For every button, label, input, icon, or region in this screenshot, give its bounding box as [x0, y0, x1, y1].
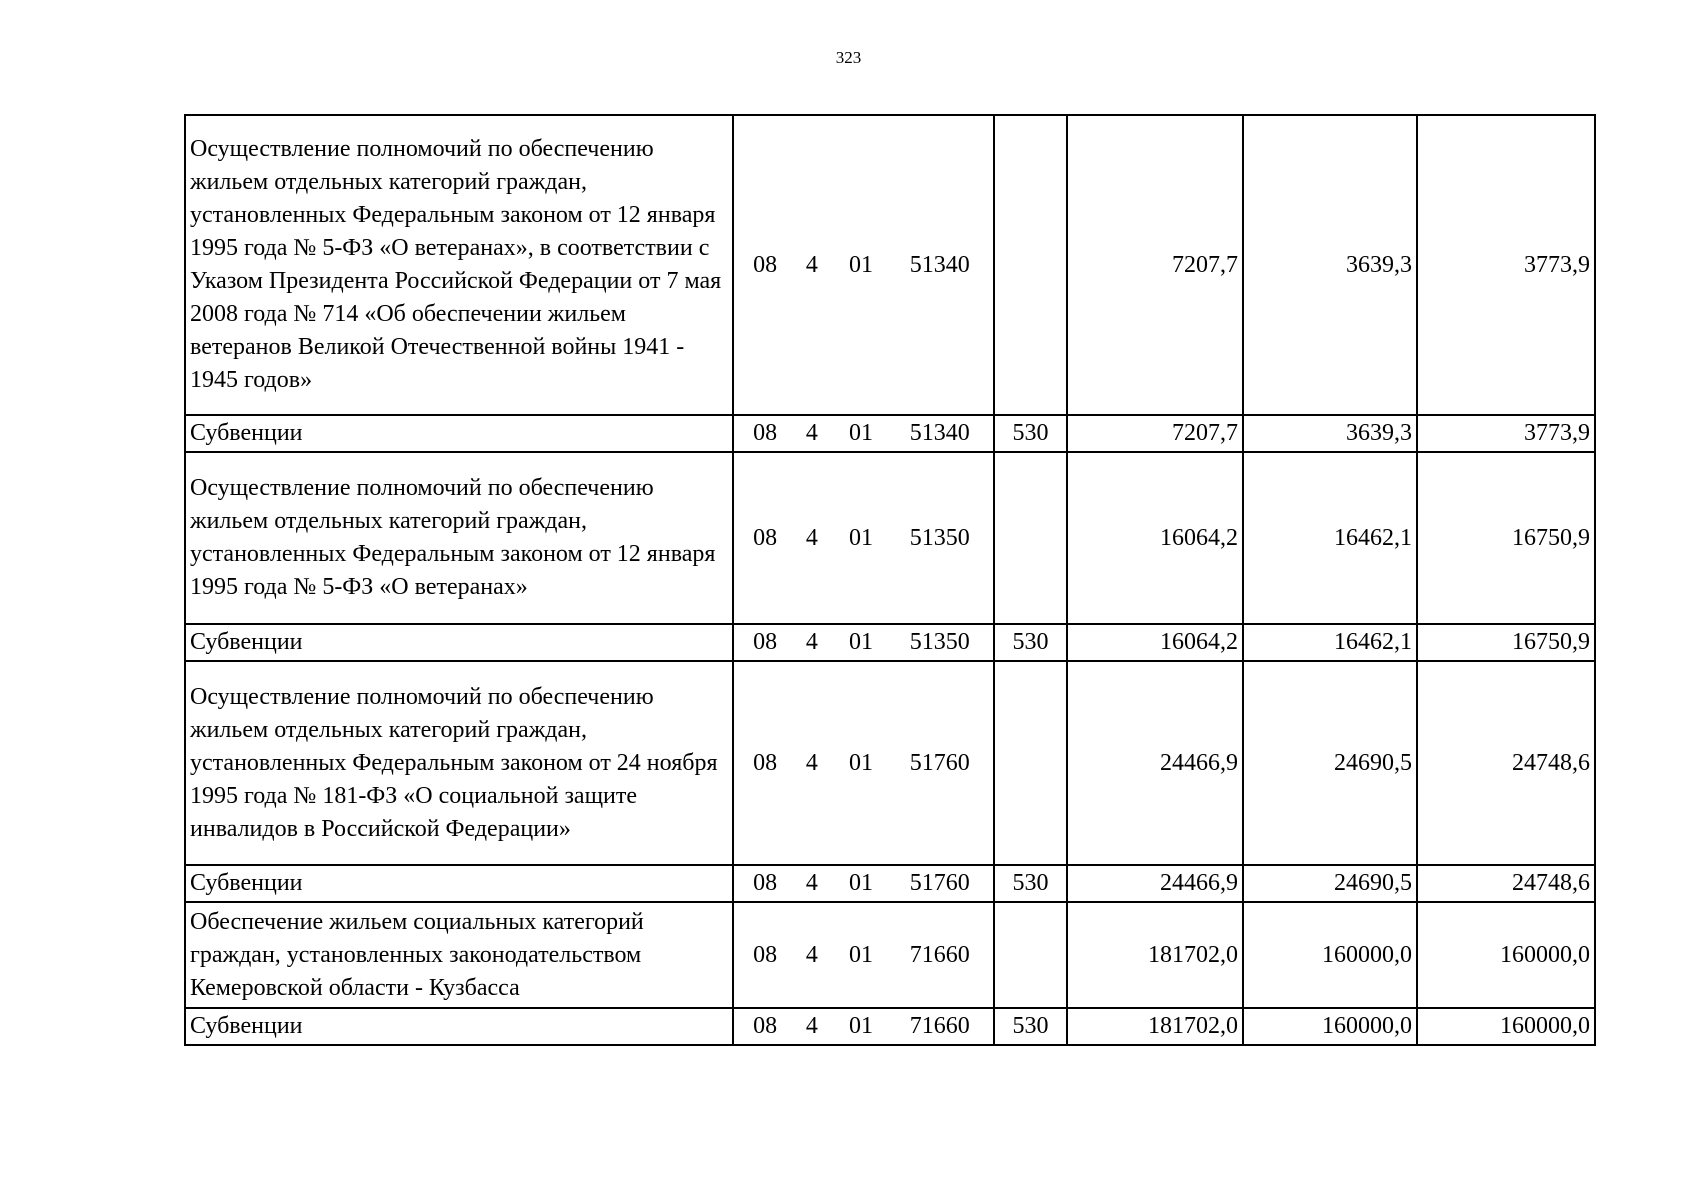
- subprogram-code: 01: [849, 629, 874, 655]
- page-number: 323: [835, 48, 862, 67]
- direction-code: 51340: [909, 420, 970, 446]
- value-year-3: 16750,9: [1417, 624, 1595, 661]
- table-row: [185, 865, 1595, 902]
- row-description: Субвенции: [185, 865, 733, 902]
- value-year-3: 3773,9: [1417, 415, 1595, 452]
- row-description: Субвенции: [185, 1008, 733, 1045]
- value-year-2: 24690,5: [1243, 661, 1417, 865]
- direction-code: 51760: [909, 870, 970, 896]
- table-row: [185, 1008, 1595, 1045]
- expense-type-code: 530: [994, 865, 1067, 902]
- table-row: [185, 452, 1595, 624]
- expense-type-code: 530: [994, 624, 1067, 661]
- value-year-1: 7207,7: [1067, 415, 1243, 452]
- row-codes: [733, 661, 994, 865]
- table-row: [185, 115, 1595, 415]
- section-code: 08: [753, 629, 778, 655]
- section-code: 08: [753, 1013, 778, 1039]
- section-code: 08: [753, 420, 778, 446]
- budget-table: [184, 114, 1596, 1046]
- expense-type-code: [994, 661, 1067, 865]
- program-code: 4: [805, 420, 818, 446]
- program-code: 4: [805, 749, 818, 776]
- row-description: Субвенции: [185, 415, 733, 452]
- subprogram-code: 01: [849, 524, 874, 551]
- direction-code: 51760: [909, 749, 970, 776]
- program-code: 4: [805, 870, 818, 896]
- value-year-1: 16064,2: [1067, 452, 1243, 624]
- expense-type-code: 530: [994, 415, 1067, 452]
- row-description: Субвенции: [185, 624, 733, 661]
- row-codes: [733, 452, 994, 624]
- expense-type-code: [994, 902, 1067, 1008]
- direction-code: 51350: [909, 629, 970, 655]
- table-row: [185, 415, 1595, 452]
- direction-code: 51340: [909, 251, 970, 278]
- direction-code: 51350: [909, 524, 970, 551]
- program-code: 4: [805, 524, 818, 551]
- value-year-3: 24748,6: [1417, 661, 1595, 865]
- subprogram-code: 01: [849, 941, 874, 968]
- program-code: 4: [805, 1013, 818, 1039]
- value-year-2: 16462,1: [1243, 452, 1417, 624]
- subprogram-code: 01: [849, 420, 874, 446]
- table-row: [185, 624, 1595, 661]
- section-code: 08: [753, 524, 778, 551]
- section-code: 08: [753, 251, 778, 278]
- row-codes: [733, 902, 994, 1008]
- value-year-3: 160000,0: [1417, 1008, 1595, 1045]
- value-year-3: 3773,9: [1417, 115, 1595, 415]
- row-description: Обеспечение жильем социальных категорий граждан, установленных законодательством Кемеровской области - Кузбасса: [185, 902, 733, 1008]
- program-code: 4: [805, 941, 818, 968]
- direction-code: 71660: [909, 1013, 970, 1039]
- value-year-3: 16750,9: [1417, 452, 1595, 624]
- row-description: Осуществление полномочий по обеспечению жильем отдельных категорий граждан, установленных Федеральным законом от 24 ноября 1995 года № 181-ФЗ «О социальной защите инвалидов в Российской Федерации»: [185, 661, 733, 865]
- value-year-3: 24748,6: [1417, 865, 1595, 902]
- row-codes: [733, 865, 994, 902]
- row-codes: [733, 1008, 994, 1045]
- row-codes: [733, 415, 994, 452]
- expense-type-code: [994, 115, 1067, 415]
- value-year-2: 3639,3: [1243, 115, 1417, 415]
- value-year-1: 181702,0: [1067, 902, 1243, 1008]
- value-year-1: 16064,2: [1067, 624, 1243, 661]
- program-code: 4: [805, 251, 818, 278]
- value-year-1: 181702,0: [1067, 1008, 1243, 1045]
- value-year-2: 160000,0: [1243, 1008, 1417, 1045]
- section-code: 08: [753, 749, 778, 776]
- program-code: 4: [805, 629, 818, 655]
- value-year-1: 24466,9: [1067, 865, 1243, 902]
- value-year-3: 160000,0: [1417, 902, 1595, 1008]
- expense-type-code: [994, 452, 1067, 624]
- value-year-2: 3639,3: [1243, 415, 1417, 452]
- row-description: Осуществление полномочий по обеспечению жильем отдельных категорий граждан, установленных Федеральным законом от 12 января 1995 года № 5-ФЗ «О ветеранах», в соответствии с Указом Президента Российской Федерации от 7 мая 2008 года № 714 «Об обеспечении жильем ветеранов Великой Отечественной войны 1941 - 1945 годов»: [185, 115, 733, 415]
- value-year-1: 24466,9: [1067, 661, 1243, 865]
- expense-type-code: 530: [994, 1008, 1067, 1045]
- subprogram-code: 01: [849, 749, 874, 776]
- value-year-2: 24690,5: [1243, 865, 1417, 902]
- table-row: [185, 902, 1595, 1008]
- subprogram-code: 01: [849, 1013, 874, 1039]
- section-code: 08: [753, 941, 778, 968]
- row-codes: [733, 624, 994, 661]
- row-codes: [733, 115, 994, 415]
- direction-code: 71660: [909, 941, 970, 968]
- subprogram-code: 01: [849, 251, 874, 278]
- row-description: Осуществление полномочий по обеспечению жильем отдельных категорий граждан, установленных Федеральным законом от 12 января 1995 года № 5-ФЗ «О ветеранах»: [185, 452, 733, 624]
- table-row: [185, 661, 1595, 865]
- value-year-2: 16462,1: [1243, 624, 1417, 661]
- subprogram-code: 01: [849, 870, 874, 896]
- section-code: 08: [753, 870, 778, 896]
- value-year-2: 160000,0: [1243, 902, 1417, 1008]
- value-year-1: 7207,7: [1067, 115, 1243, 415]
